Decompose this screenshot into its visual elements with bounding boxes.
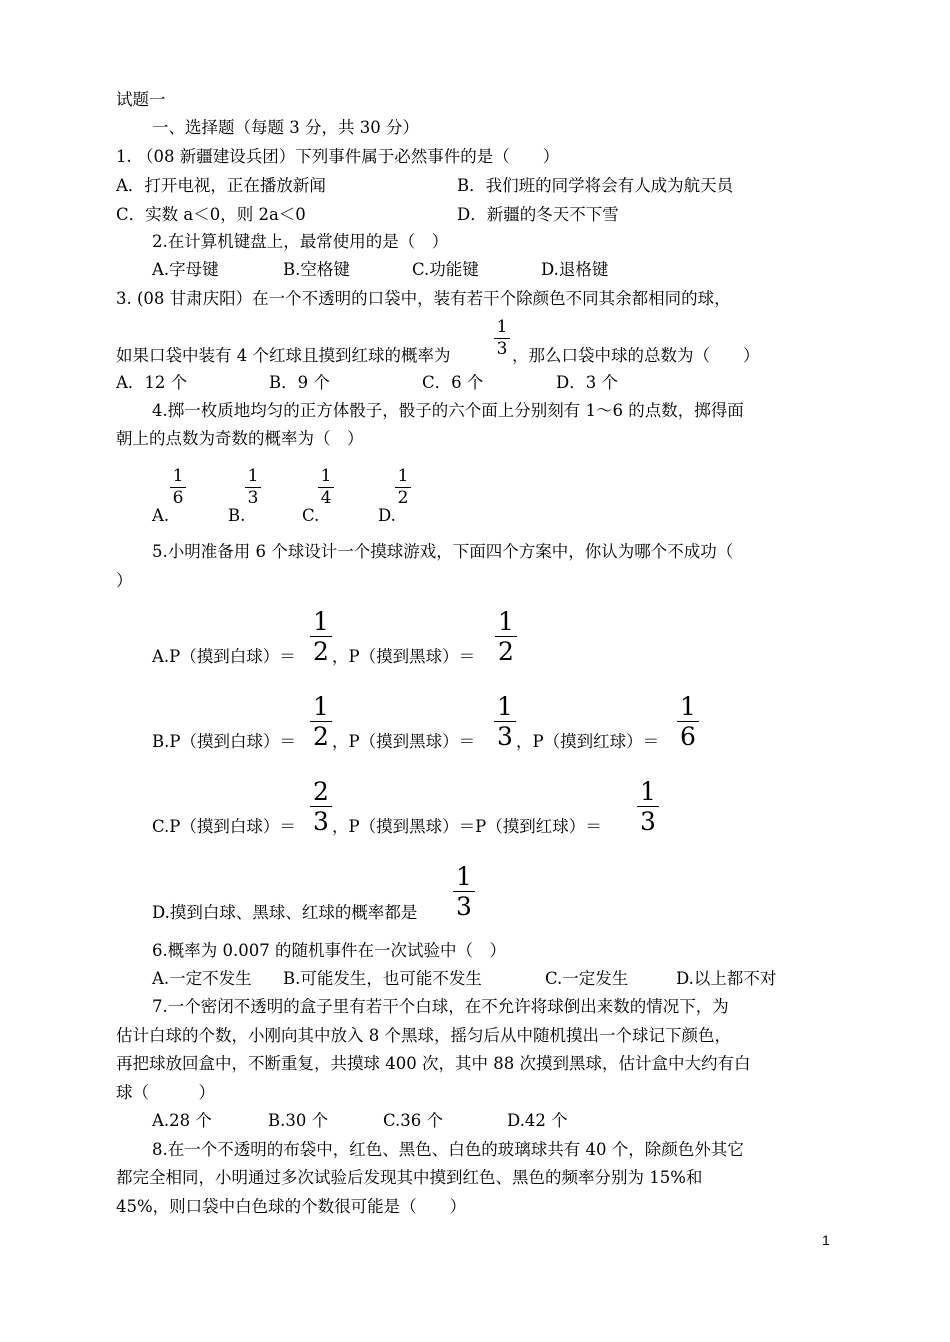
q5-option-c-fraction2: 1 3 [637, 779, 659, 834]
q7-stem-line1: 7.一个密闭不透明的盒子里有若干个白球，在不允许将球倒出来数的情况下，为 [152, 997, 729, 1016]
q7-option-c: C.36 个 [383, 1111, 444, 1130]
q7-option-d: D.42 个 [507, 1111, 568, 1130]
q4-option-a: A. [152, 506, 170, 525]
q3-stem-line2a: 如果口袋中装有 4 个红球且摸到红球的概率为 [116, 346, 451, 365]
q6-option-c: C.一定发生 [545, 969, 629, 988]
q4-option-d: D. [378, 506, 396, 525]
q5-option-a-part2: ，P（摸到黑球）＝ [332, 647, 476, 666]
section-title: 一、选择题（每题 3 分，共 30 分） [152, 118, 419, 137]
q3-stem-line1: 3. (08 甘肃庆阳）在一个不透明的口袋中，装有若干个除颜色不同其余都相同的球， [116, 289, 731, 308]
page-number: 1 [822, 1232, 830, 1248]
q2-stem: 2.在计算机键盘上，最常使用的是（ ） [152, 232, 449, 251]
q8-stem-line2: 都完全相同，小明通过多次试验后发现其中摸到红色、黑色的频率分别为 15%和 [116, 1168, 703, 1187]
q3-option-a: A．12 个 [116, 373, 188, 392]
q2-option-d: D.退格键 [541, 260, 609, 279]
q1-option-a: A．打开电视，正在播放新闻 [116, 176, 326, 195]
q4-option-d-fraction: 1 2 [395, 468, 411, 507]
q2-option-b: B.空格键 [283, 260, 350, 279]
q5-option-b-fraction1: 1 2 [310, 694, 332, 749]
q5-option-b-fraction3: 1 6 [677, 694, 699, 749]
q5-option-a-fraction1: 1 2 [310, 609, 332, 664]
q8-stem-line3: 45%，则口袋中白色球的个数很可能是（ ） [116, 1197, 467, 1216]
q2-option-c: C.功能键 [412, 260, 479, 279]
q7-option-b: B.30 个 [268, 1111, 329, 1130]
q5-option-d-part1: D.摸到白球、黑球、红球的概率都是 [152, 903, 418, 922]
q4-stem-line1: 4.掷一枚质地均匀的正方体骰子，骰子的六个面上分别刻有 1～6 的点数，掷得面 [152, 401, 744, 420]
header: 试题一 [116, 90, 166, 109]
q1-option-c: C．实数 a＜0，则 2a＜0 [116, 205, 306, 224]
q1-stem: 1. （08 新疆建设兵团）下列事件属于必然事件的是（ ） [116, 147, 560, 166]
q5-option-c-part1: C.P（摸到白球）＝ [152, 817, 296, 836]
q5-option-a-part1: A.P（摸到白球）＝ [152, 647, 296, 666]
q6-option-b: B.可能发生，也可能不发生 [283, 969, 482, 988]
q4-option-b: B. [228, 506, 246, 525]
q5-option-b-part2: ，P（摸到黑球）＝ [332, 732, 476, 751]
q3-option-d: D．3 个 [556, 373, 618, 392]
q5-option-a-fraction2: 1 2 [495, 609, 517, 664]
q4-option-a-fraction: 1 6 [170, 468, 186, 507]
q5-option-b-fraction2: 1 3 [494, 694, 516, 749]
q7-stem-line3: 再把球放回盒中，不断重复，共摸球 400 次，其中 88 次摸到黑球，估计盒中大约有白 [116, 1054, 751, 1073]
q7-stem-line2: 估计白球的个数，小刚向其中放入 8 个黑球，摇匀后从中随机摸出一个球记下颜色， [116, 1026, 731, 1045]
q8-stem-line1: 8.在一个不透明的布袋中，红色、黑色、白色的玻璃球共有 40 个，除颜色外其它 [152, 1140, 744, 1159]
q6-option-a: A.一定不发生 [152, 969, 252, 988]
q1-option-d: D．新疆的冬天不下雪 [457, 205, 619, 224]
q4-stem-line2: 朝上的点数为奇数的概率为（ ） [116, 429, 364, 448]
q3-option-b: B．9 个 [269, 373, 330, 392]
q5-option-b-part1: B.P（摸到白球）＝ [152, 732, 296, 751]
q4-option-c-fraction: 1 4 [318, 468, 334, 507]
q5-option-c-part2: ，P（摸到黑球）＝P（摸到红球）＝ [332, 817, 602, 836]
q6-option-d: D.以上都不对 [676, 969, 777, 988]
q4-option-c: C. [302, 506, 320, 525]
q5-stem-line1: 5.小明准备用 6 个球设计一个摸球游戏，下面四个方案中，你认为哪个不成功（ [152, 542, 734, 561]
q3-stem-line2b: ，那么口袋中球的总数为（ ） [512, 346, 760, 365]
q6-stem: 6.概率为 0.007 的随机事件在一次试验中（ ） [152, 941, 506, 960]
q5-option-c-fraction1: 2 3 [310, 779, 332, 834]
q3-fraction: 1 3 [494, 319, 510, 358]
q3-option-c: C．6 个 [422, 373, 484, 392]
q2-option-a: A.字母键 [152, 260, 219, 279]
q4-option-b-fraction: 1 3 [245, 468, 261, 507]
q5-option-b-part3: ，P（摸到红球）＝ [516, 732, 660, 751]
q5-option-d-fraction1: 1 3 [453, 864, 475, 919]
q5-stem-line2: ） [116, 571, 133, 590]
q1-option-b: B．我们班的同学将会有人成为航天员 [457, 176, 734, 195]
q7-option-a: A.28 个 [152, 1111, 212, 1130]
q7-stem-line4: 球（ ） [116, 1083, 215, 1102]
